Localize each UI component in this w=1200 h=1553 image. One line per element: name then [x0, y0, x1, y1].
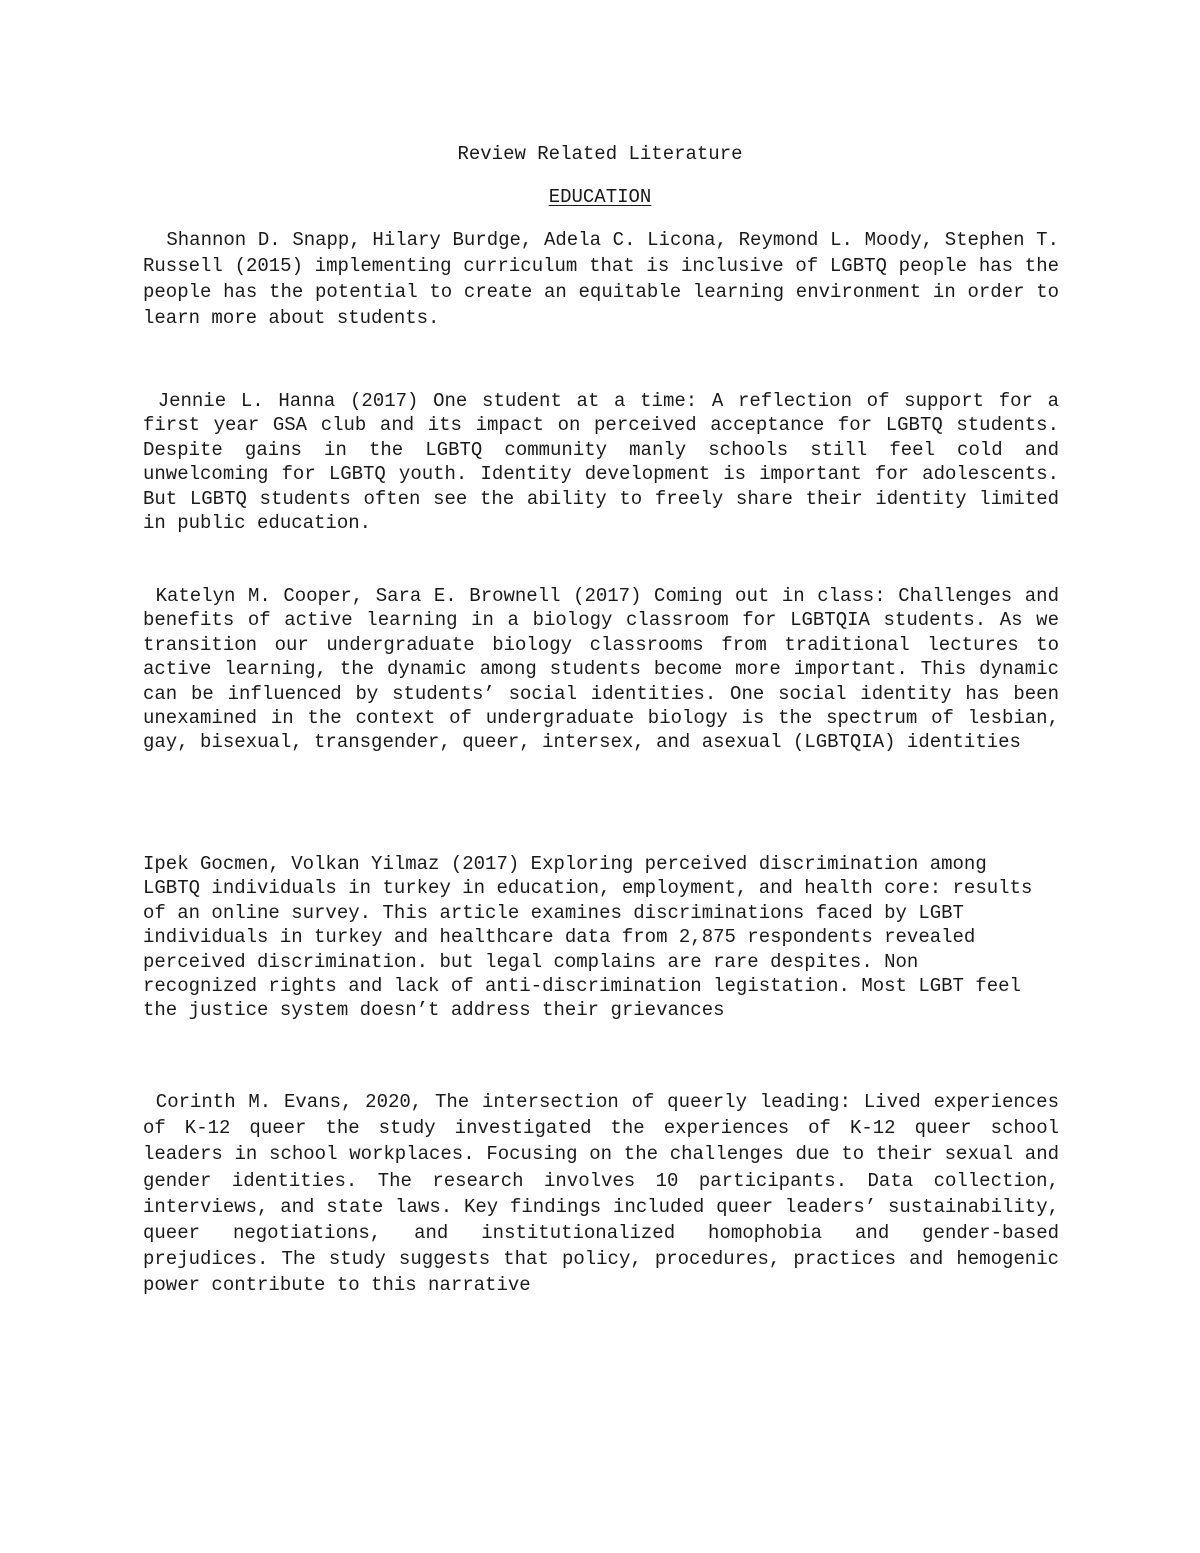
literature-entry-snapp: Shannon D. Snapp, Hilary Burdge, Adela C. Licona, Reymond L. Moody, Stephen T. Russell (2015) implementing curriculum that is inclusive of LGBTQ people has the people has the potential to create an equitable learning environment in order to learn more about students.	[143, 229, 1071, 329]
literature-entry-hanna: Jennie L. Hanna (2017) One student at a time: A reflection of support for a first year GSA club and its impact on perceived acceptance for LGBTQ students. Despite gains in the LGBTQ community manly schools still feel cold and unwelcoming for LGBTQ youth. Identity development is important for adolescents. But LGBTQ students often see the ability to freely share their identity limited in public education.	[143, 390, 1071, 535]
section-heading: EDUCATION	[548, 186, 652, 208]
literature-entry-gocmen: Ipek Gocmen, Volkan Yilmaz (2017) Exploring perceived discrimination among LGBTQ individuals in turkey in education, employment, and health core: results of an online survey. This article examines discriminations faced by LGBT individuals in turkey and healthcare data from 2,875 respondents revealed perceived discrimination. but legal complains are rare despites. Non recognized rights and lack of anti-discrimination legistation. Most LGBT feel the justice system doesn’t address their grievances	[143, 853, 1044, 1022]
literature-entry-cooper: Katelyn M. Cooper, Sara E. Brownell (2017) Coming out in class: Challenges and benefits of active learning in a biology classroom for LGBTQIA students. As we transition our undergraduate biology classrooms from traditional lectures to active learning, the dynamic among students become more important. This dynamic can be influenced by students’ social identities. One social identity has been unexamined in the context of undergraduate biology is the spectrum of lesbian, gay, bisexual, transgender, queer, intersex, and asexual (LGBTQIA) identities	[143, 585, 1071, 754]
literature-entry-evans: Corinth M. Evans, 2020, The intersection of queerly leading: Lived experiences of K-12 queer the study investigated the experiences of K-12 queer school leaders in school workplaces. Focusing on the challenges due to their sexual and gender identities. The research involves 10 participants. Data collection, interviews, and state laws. Key findings included queer leaders’ sustainability, queer negotiations, and institutionalized homophobia and gender-based prejudices. The study suggests that policy, procedures, practices and hemogenic power contribute to this narrative	[143, 1091, 1071, 1297]
document-title: Review Related Literature	[457, 143, 743, 165]
